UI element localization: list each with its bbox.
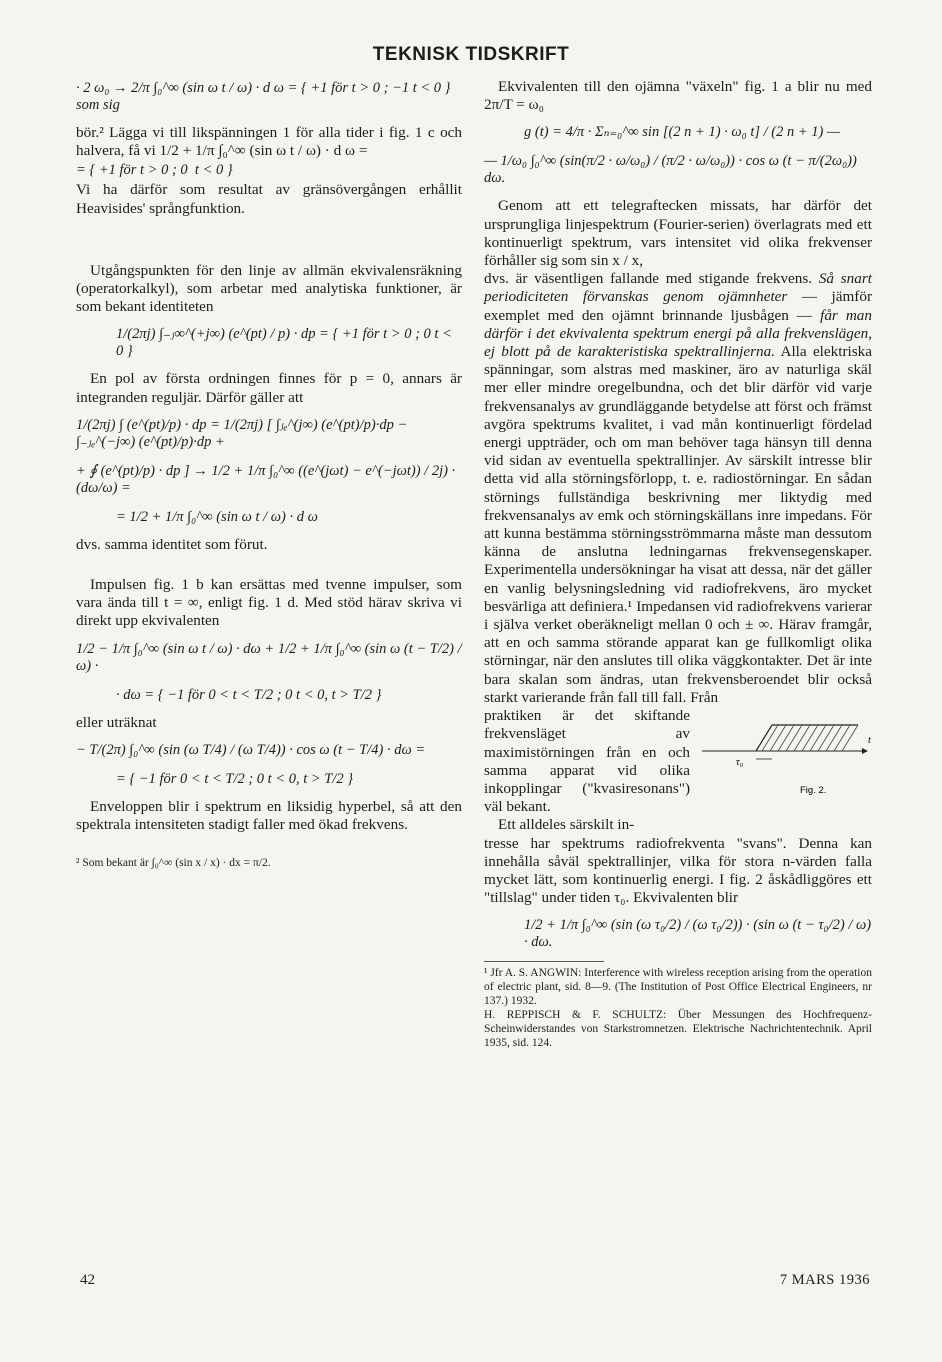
paragraph-0b: Vi ha därför som resultat av gränsövergången erhållit Heavisides' språngfunktion.	[76, 181, 462, 217]
fig-t-label: t	[868, 735, 871, 747]
p3-emphasis-2: får man därför i det ekvivalenta spektrum energi på alla frekvenslägen, ej blott på de karakteristiska spektrallinjerna.	[484, 306, 872, 361]
p3-text-a: dvs. är väsentligen fallande med stigande frekvens.	[484, 270, 819, 288]
journal-masthead: TEKNISK TIDSKRIFT	[372, 44, 570, 65]
footnote-rule	[484, 961, 604, 962]
paragraph-r5b: tresse har spektrums radiofrekventa "svans". Denna kan innehålla såväl spektrallinjer, vilka för stora n-värden falla mycket lätt, som kontinuerlig energi. I fig. 2 åskådliggöres ett "tillslag" under tiden τ₀. Ekvivalenten blir	[484, 834, 872, 907]
paragraph-1: Utgångspunkten för den linje av allmän ekvivalensräkning (operatorkalkyl), som arbetar med analytiska funktioner, är som bekant identiteten	[76, 261, 462, 316]
eq-top: · 2 ω₀ → 2/π ∫₀^∞ (sin ω t / ω) · d ω = { +1 för t > 0 ; −1 t < 0 } som sig	[76, 80, 451, 113]
footnote-1a: ¹ Jfr A. S. ANGWIN: Interference with wireless reception arising from the operation of electric plant, sid. 8—9. (The Institution of Post Office Electrical Engineers, nr 137.) 1932.	[484, 967, 872, 1008]
hatching	[762, 725, 858, 751]
eq-r3: 1/2 + 1/π ∫₀^∞ (sin (ω τ₀/2) / (ω τ₀/2)) · (sin ω (t − τ₀/2) / ω) · dω.	[524, 917, 872, 951]
figure-2-block	[484, 707, 872, 834]
eq-r2: — 1/ω₀ ∫₀^∞ (sin(π/2 · ω/ω₀) / (π/2 · ω/ω₀)) · cos ω (t − π/(2ω₀)) dω.	[484, 153, 857, 187]
p3-emphasis-1: Så snart periodiciteten förvanskas genom ojämnheter	[484, 270, 872, 306]
eq-r1: g (t) = 4/π · Σₙ₌₀^∞ sin [(2 n + 1) · ω₀ t] / (2 n + 1) —	[524, 124, 840, 141]
paragraph-6: Enveloppen blir i spektrum en liksidig hyperbel, så att den spektrala intensiteten stadigt faller med ökad frekvens.	[76, 797, 462, 834]
p3-text-b: — jämför exemplet med den ojämnt brinnande ljusbågen —	[484, 288, 872, 324]
paragraph-r1: Ekvivalenten till den ojämna "växeln" fig. 1 a blir nu med 2π/T = ω₀	[484, 78, 872, 114]
paragraph-5: eller uträknat	[76, 713, 157, 731]
eq-2c: = 1/2 + 1/π ∫₀^∞ (sin ω t / ω) · d ω	[116, 508, 318, 525]
issue-date: 7 MARS 1936	[779, 1272, 870, 1288]
axis-arrow-icon	[862, 748, 868, 754]
paragraph-3: dvs. samma identitet som förut.	[76, 535, 268, 553]
left-column	[76, 78, 462, 870]
footnote-1b: H. REPPISCH & F. SCHULTZ: Über Messungen des Hochfrequenz-Scheinwiderstandes von Starkstromnetzen. Elektrische Nachrichtentechnik. April 1935, sid. 124.	[484, 1009, 872, 1050]
paragraph-r4: praktiken är det skiftande frekvensläget av maximistörningen från en och samma apparat vid olika inkopplingar ("kvasiresonans") väl bekant.	[484, 707, 690, 816]
figure-2-plot	[696, 707, 872, 807]
figure-2	[696, 707, 872, 807]
paragraph-r5a: Ett alldeles särskilt in-	[498, 816, 635, 834]
eq-4a: − T/(2π) ∫₀^∞ (sin (ω T/4) / (ω T/4)) · cos ω (t − T/4) · dω =	[76, 741, 426, 758]
paragraph-4: Impulsen fig. 1 b kan ersättas med tvenne impulser, som vara ända till t = ∞, enligt fig. 1 d. Med stöd härav skriva vi direkt upp ekvivalenten	[76, 576, 462, 630]
fig-caption: Fig. 2.	[800, 785, 827, 797]
eq-2b: + ∮ (e^(pt)/p) · dp ] → 1/2 + 1/π ∫₀^∞ ((e^(jωt) − e^(−jωt)) / 2j) · (dω/ω) =	[76, 462, 456, 496]
paragraph-r2: Genom att ett telegraftecken missats, har därför det ursprungliga linjespektrum (Fourier-serien) överlagrats med ett kontinuerligt spektrum, vars intensitet vid olika frekvenser förhåller sig som sin x / x,	[484, 197, 872, 270]
paragraph-0: bör.² Lägga vi till likspänningen 1 för alla tider i fig. 1 c och halvera, få vi 1/2 + 1/π ∫₀^∞ (sin ω t / ω) · d ω =	[76, 124, 462, 160]
eq-3a: 1/2 − 1/π ∫₀^∞ (sin ω t / ω) · dω + 1/2 + 1/π ∫₀^∞ (sin ω (t − T/2) / ω) ·	[76, 640, 462, 674]
eq-4b: = { −1 för 0 < t < T/2 ; 0 t < 0, t > T/2 }	[116, 770, 354, 787]
p3-text-c: Alla elektriska spänningar, som alstras med maskiner, äro av naturliga skäl mer eller mindre oregelbundna, och det blir därför vid varje frekvensanalys av grundläggande betydelse att först och främst avgöra spektrums kvalitet, i vad mån kontinuerligt fördelad energi uppträder, och om man behöver taga hänsyn till denna vid sidan av eventuella spektrallinjer. Av särskilt intresse blir detta vid alla störningsförlopp, t. e. radiostörningar. En sådan störnings fullständiga beskrivning mer liktydig med frekvensanalys av emk och störningskällans inre impedans. För att kunna bestämma störningsströmmarna måste man dessutom känna de anslutna ledningarnas frekvensegenskaper. Experimentella undersökningar ha visat att dessa, när det gäller en vanlig belysningsledning vid radiofrekvens, äro mycket besvärliga att definiera.¹ Impedansen vid radiofrekvens varierar i själva verket oberäkneligt mellan 0 och ± ∞. Härav framgår, att en och samma störande apparat kan ge fullkomligt olika störningar, när den anslutes till olika väggkontakter. Det är inte bara skalan som ändras, utan frekvensberoendet blir också starkt varierande från fall till fall. Från	[484, 343, 872, 706]
eq-1: 1/(2πj) ∫₋ⱼ∞^(+j∞) (e^(pt) / p) · dp = { +1 för t > 0 ; 0 t < 0 }	[116, 326, 452, 360]
eq-3b: · dω = { −1 för 0 < t < T/2 ; 0 t < 0, t > T/2 }	[116, 686, 382, 703]
eq-result: = { +1 för t > 0 ; 0 t < 0 }	[76, 162, 233, 179]
paragraph-r3	[484, 270, 872, 707]
right-column	[484, 78, 872, 1050]
footnote-2: ² Som bekant är ∫₀^∞ (sin x / x) · dx = π/2.	[76, 857, 271, 870]
paragraph-2: En pol av första ordningen finnes för p = 0, annars är integranden reguljär. Därför gäller att	[76, 370, 462, 406]
fig-tau-label: τ₀	[736, 757, 744, 769]
eq-2a: 1/(2πj) ∫ (e^(pt)/p) · dp = 1/(2πj) [ ∫ⱼₑ^(j∞) (e^(pt)/p)·dp − ∫₋ⱼₑ^(−j∞) (e^(pt)/p)·dp +	[76, 416, 408, 450]
page-number: 42	[80, 1272, 95, 1288]
